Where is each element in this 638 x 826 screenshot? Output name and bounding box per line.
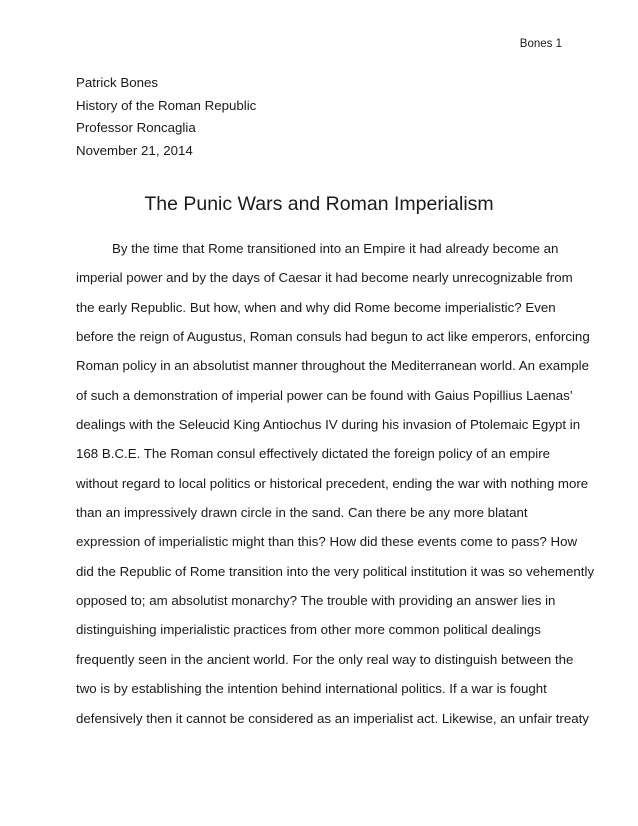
body-line: distinguishing imperialistic practices from other more common political dealings	[76, 622, 541, 638]
body-paragraph	[76, 239, 595, 738]
body-line: imperial power and by the days of Caesar it had become nearly unrecognizable from	[76, 270, 573, 286]
running-header: Bones 1	[519, 38, 562, 50]
body-line: By the time that Rome transitioned into an Empire it had already become an	[112, 241, 559, 256]
page-title: The Punic Wars and Roman Imperialism	[144, 193, 494, 215]
body-line: Roman policy in an absolutist manner throughout the Mediterranean world. An example	[76, 358, 589, 374]
body-line: before the reign of Augustus, Roman consuls had begun to act like emperors, enforcing	[76, 329, 590, 345]
body-line: two is by establishing the intention behind international politics. If a war is fought	[76, 681, 547, 697]
body-line: defensively then it cannot be considered as an imperialist act. Likewise, an unfair treaty	[76, 710, 589, 726]
heading-block	[76, 72, 256, 162]
date: November 21, 2014	[76, 142, 193, 158]
body-line: the early Republic. But how, when and why did Rome become imperialistic? Even	[76, 299, 556, 315]
body-line: expression of imperialistic might than this? How did these events come to pass? How	[76, 534, 578, 550]
body-line: of such a demonstration of imperial power can be found with Gaius Popillius Laenas’	[76, 387, 573, 403]
author-name: Patrick Bones	[76, 75, 159, 90]
body-line: 168 B.C.E. The Roman consul effectively dictated the foreign policy of an empire	[76, 446, 551, 462]
body-line: without regard to local politics or historical precedent, ending the war with nothing more	[76, 475, 589, 491]
course-name: History of the Roman Republic	[76, 97, 257, 113]
body-line: did the Republic of Rome transition into the very political institution it was so vehemently	[76, 563, 595, 579]
body-line: opposed to; am absolutist monarchy? The trouble with providing an answer lies in	[76, 593, 556, 609]
professor-name: Professor Roncaglia	[76, 120, 196, 135]
body-line: than an impressively drawn circle in the sand. Can there be any more blatant	[76, 505, 528, 521]
body-line: frequently seen in the ancient world. For the only real way to distinguish between the	[76, 651, 574, 667]
body-line: dealings with the Seleucid King Antiochus IV during his invasion of Ptolemaic Egypt in	[76, 417, 581, 433]
